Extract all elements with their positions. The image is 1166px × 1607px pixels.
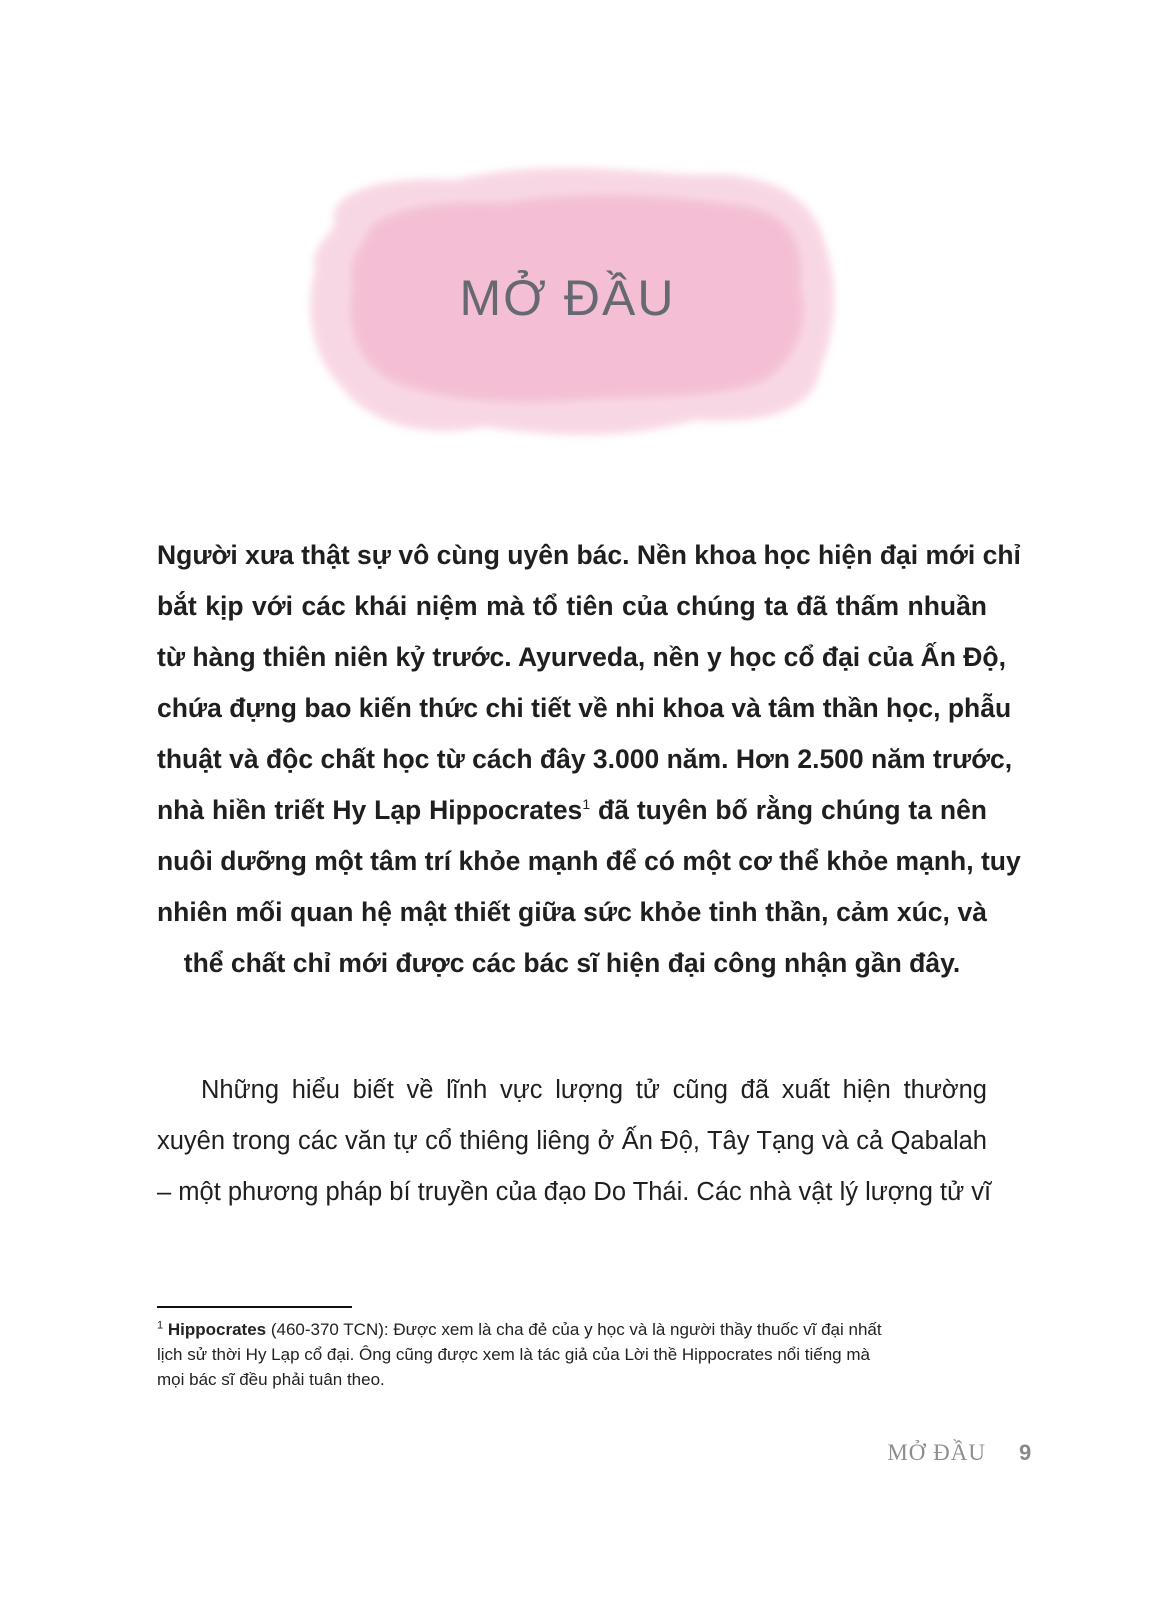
footnote-text: (460-370 TCN): Được xem là cha đẻ của y học và là người thầy thuốc vĩ đại nhất <box>266 1320 882 1339</box>
intro-line: thể chất chỉ mới được các bác sĩ hiện đại công nhận gần đây. <box>183 948 961 978</box>
footnote <box>157 1317 987 1392</box>
intro-line: Người xưa thật sự vô cùng uyên bác. Nền khoa học hiện đại mới chỉ <box>157 540 1021 570</box>
intro-line: bắt kịp với các khái niệm mà tổ tiên của chúng ta đã thấm nhuần <box>157 591 987 621</box>
intro-line-part: nhà hiền triết Hy Lạp Hippocrates <box>157 795 583 825</box>
intro-line: từ hàng thiên niên kỷ trước. Ayurveda, nền y học cổ đại của Ấn Độ, <box>157 642 1006 672</box>
footnote-divider <box>157 1306 352 1308</box>
body-line: Những hiểu biết về lĩnh vực lượng tử cũng đã xuất hiện thường <box>201 1076 987 1104</box>
footnote-marker: 1 <box>157 1319 164 1332</box>
body-line: – một phương pháp bí truyền của đạo Do Thái. Các nhà vật lý lượng tử vĩ <box>157 1178 992 1206</box>
body-paragraph <box>157 1065 992 1218</box>
footnote-reference[interactable]: 1 <box>582 796 591 813</box>
intro-line: nhiên mối quan hệ mật thiết giữa sức khỏe tinh thần, cảm xúc, và <box>157 897 987 927</box>
page-number: 9 <box>1019 1440 1032 1465</box>
body-line: xuyên trong các văn tự cổ thiêng liêng ở Ấn Độ, Tây Tạng và cả Qabalah <box>157 1127 987 1155</box>
page-footer <box>0 1440 1166 1480</box>
intro-line-part: đã tuyên bố rằng chúng ta nên <box>598 795 987 825</box>
footnote-term: Hippocrates <box>167 1320 267 1339</box>
intro-paragraph <box>157 530 1021 989</box>
intro-line: chứa đựng bao kiến thức chi tiết về nhi khoa và tâm thần học, phẫu <box>157 693 1012 723</box>
chapter-title: MỞ ĐẦU <box>459 270 676 326</box>
intro-line-with-footnote <box>157 785 987 836</box>
intro-line: thuật và độc chất học từ cách đây 3.000 năm. Hơn 2.500 năm trước, <box>157 744 1013 774</box>
intro-line: nuôi dưỡng một tâm trí khỏe mạnh để có một cơ thể khỏe mạnh, tuy <box>157 846 1021 876</box>
footnote-line: lịch sử thời Hy Lạp cổ đại. Ông cũng được xem là tác giả của Lời thề Hippocrates nổi tiếng mà <box>157 1345 870 1364</box>
running-title: MỞ ĐẦU <box>887 1440 986 1465</box>
footnote-line: mọi bác sĩ đều phải tuân theo. <box>157 1370 385 1389</box>
chapter-title-blob <box>295 155 840 445</box>
footnote-line <box>157 1317 987 1342</box>
